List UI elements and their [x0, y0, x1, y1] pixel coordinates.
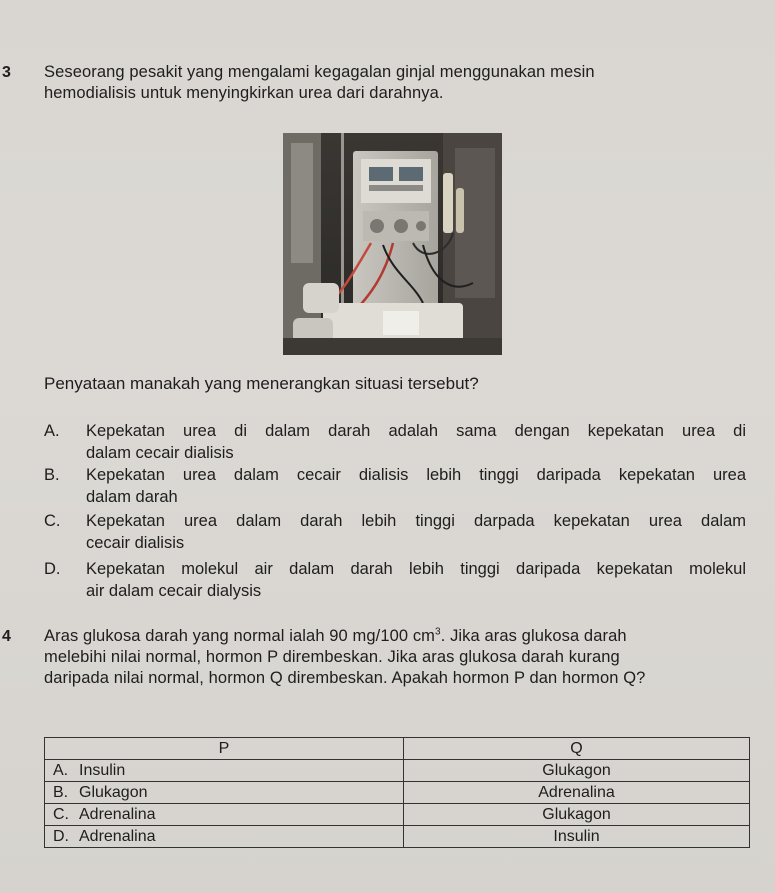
- column-header-q: Q: [404, 738, 750, 760]
- question-3-number: 3: [2, 64, 11, 81]
- option-d-letter: D.: [44, 560, 61, 578]
- question-4-line-1: [44, 626, 645, 647]
- row-letter: C.: [53, 805, 69, 823]
- table-cell-p: [45, 782, 404, 804]
- row-letter: A.: [53, 761, 69, 779]
- row-letter: B.: [53, 783, 69, 801]
- question-4-line-2: melebihi nilai normal, hormon P dirembeskan. Jika aras glukosa darah kurang: [44, 648, 620, 666]
- option-b-line-1: Kepekatan urea dalam cecair dialisis lebih tinggi daripada kepekatan urea: [86, 466, 746, 484]
- question-4-line-1-after: . Jika aras glukosa darah: [440, 627, 627, 645]
- option-b-line-2: dalam darah: [86, 488, 178, 506]
- table-row[interactable]: [45, 804, 750, 826]
- row-p-value: Adrenalina: [79, 805, 156, 823]
- option-c-text: [86, 510, 746, 554]
- question-3-text: [44, 62, 595, 104]
- option-a-letter: A.: [44, 422, 60, 440]
- question-3-line-2: hemodialisis untuk menyingkirkan urea dari darahnya.: [44, 84, 444, 102]
- question-4-text: [44, 626, 645, 689]
- option-a-line-1: Kepekatan urea di dalam darah adalah sama dengan kepekatan urea di: [86, 422, 746, 440]
- answer-table: [44, 737, 750, 848]
- question-4-line-1-sup: 3: [435, 626, 441, 638]
- table-cell-p: [45, 804, 404, 826]
- question-4-line-1-before: Aras glukosa darah yang normal ialah 90 mg/100 cm: [44, 627, 436, 645]
- hemodialysis-machine-photo: [283, 133, 502, 355]
- option-c-line-2: cecair dialisis: [86, 534, 185, 552]
- question-4-number: 4: [2, 628, 11, 645]
- column-header-p: P: [45, 738, 404, 760]
- table-cell-p: [45, 760, 404, 782]
- table-row[interactable]: [45, 826, 750, 848]
- question-4-line-3: daripada nilai normal, hormon Q dirembeskan. Apakah hormon P dan hormon Q?: [44, 669, 646, 687]
- option-d-line-2: air dalam cecair dialysis: [86, 582, 262, 600]
- table-cell-q: Glukagon: [404, 804, 750, 826]
- table-cell-p: [45, 826, 404, 848]
- option-b-letter: B.: [44, 466, 60, 484]
- option-c-line-1: Kepekatan urea dalam darah lebih tinggi darpada kepekatan urea dalam: [86, 512, 746, 530]
- table-cell-q: Insulin: [404, 826, 750, 848]
- row-p-value: Glukagon: [79, 783, 148, 801]
- question-3-line-1: Seseorang pesakit yang mengalami kegagalan ginjal menggunakan mesin: [44, 63, 595, 81]
- option-d-line-1: Kepekatan molekul air dalam darah lebih tinggi daripada kepekatan molekul: [86, 560, 746, 578]
- table-row[interactable]: [45, 782, 750, 804]
- question-3-prompt: Penyataan manakah yang menerangkan situasi tersebut?: [44, 374, 479, 393]
- option-c-letter: C.: [44, 512, 61, 530]
- table-cell-q: Adrenalina: [404, 782, 750, 804]
- option-a-text: [86, 420, 746, 464]
- option-b-text: [86, 464, 746, 508]
- row-p-value: Adrenalina: [79, 827, 156, 845]
- answer-table-header: [45, 738, 750, 760]
- option-d-text: [86, 558, 746, 602]
- table-row[interactable]: [45, 760, 750, 782]
- table-cell-q: Glukagon: [404, 760, 750, 782]
- row-letter: D.: [53, 827, 69, 845]
- row-p-value: Insulin: [79, 761, 126, 779]
- option-a-line-2: dalam cecair dialisis: [86, 444, 234, 462]
